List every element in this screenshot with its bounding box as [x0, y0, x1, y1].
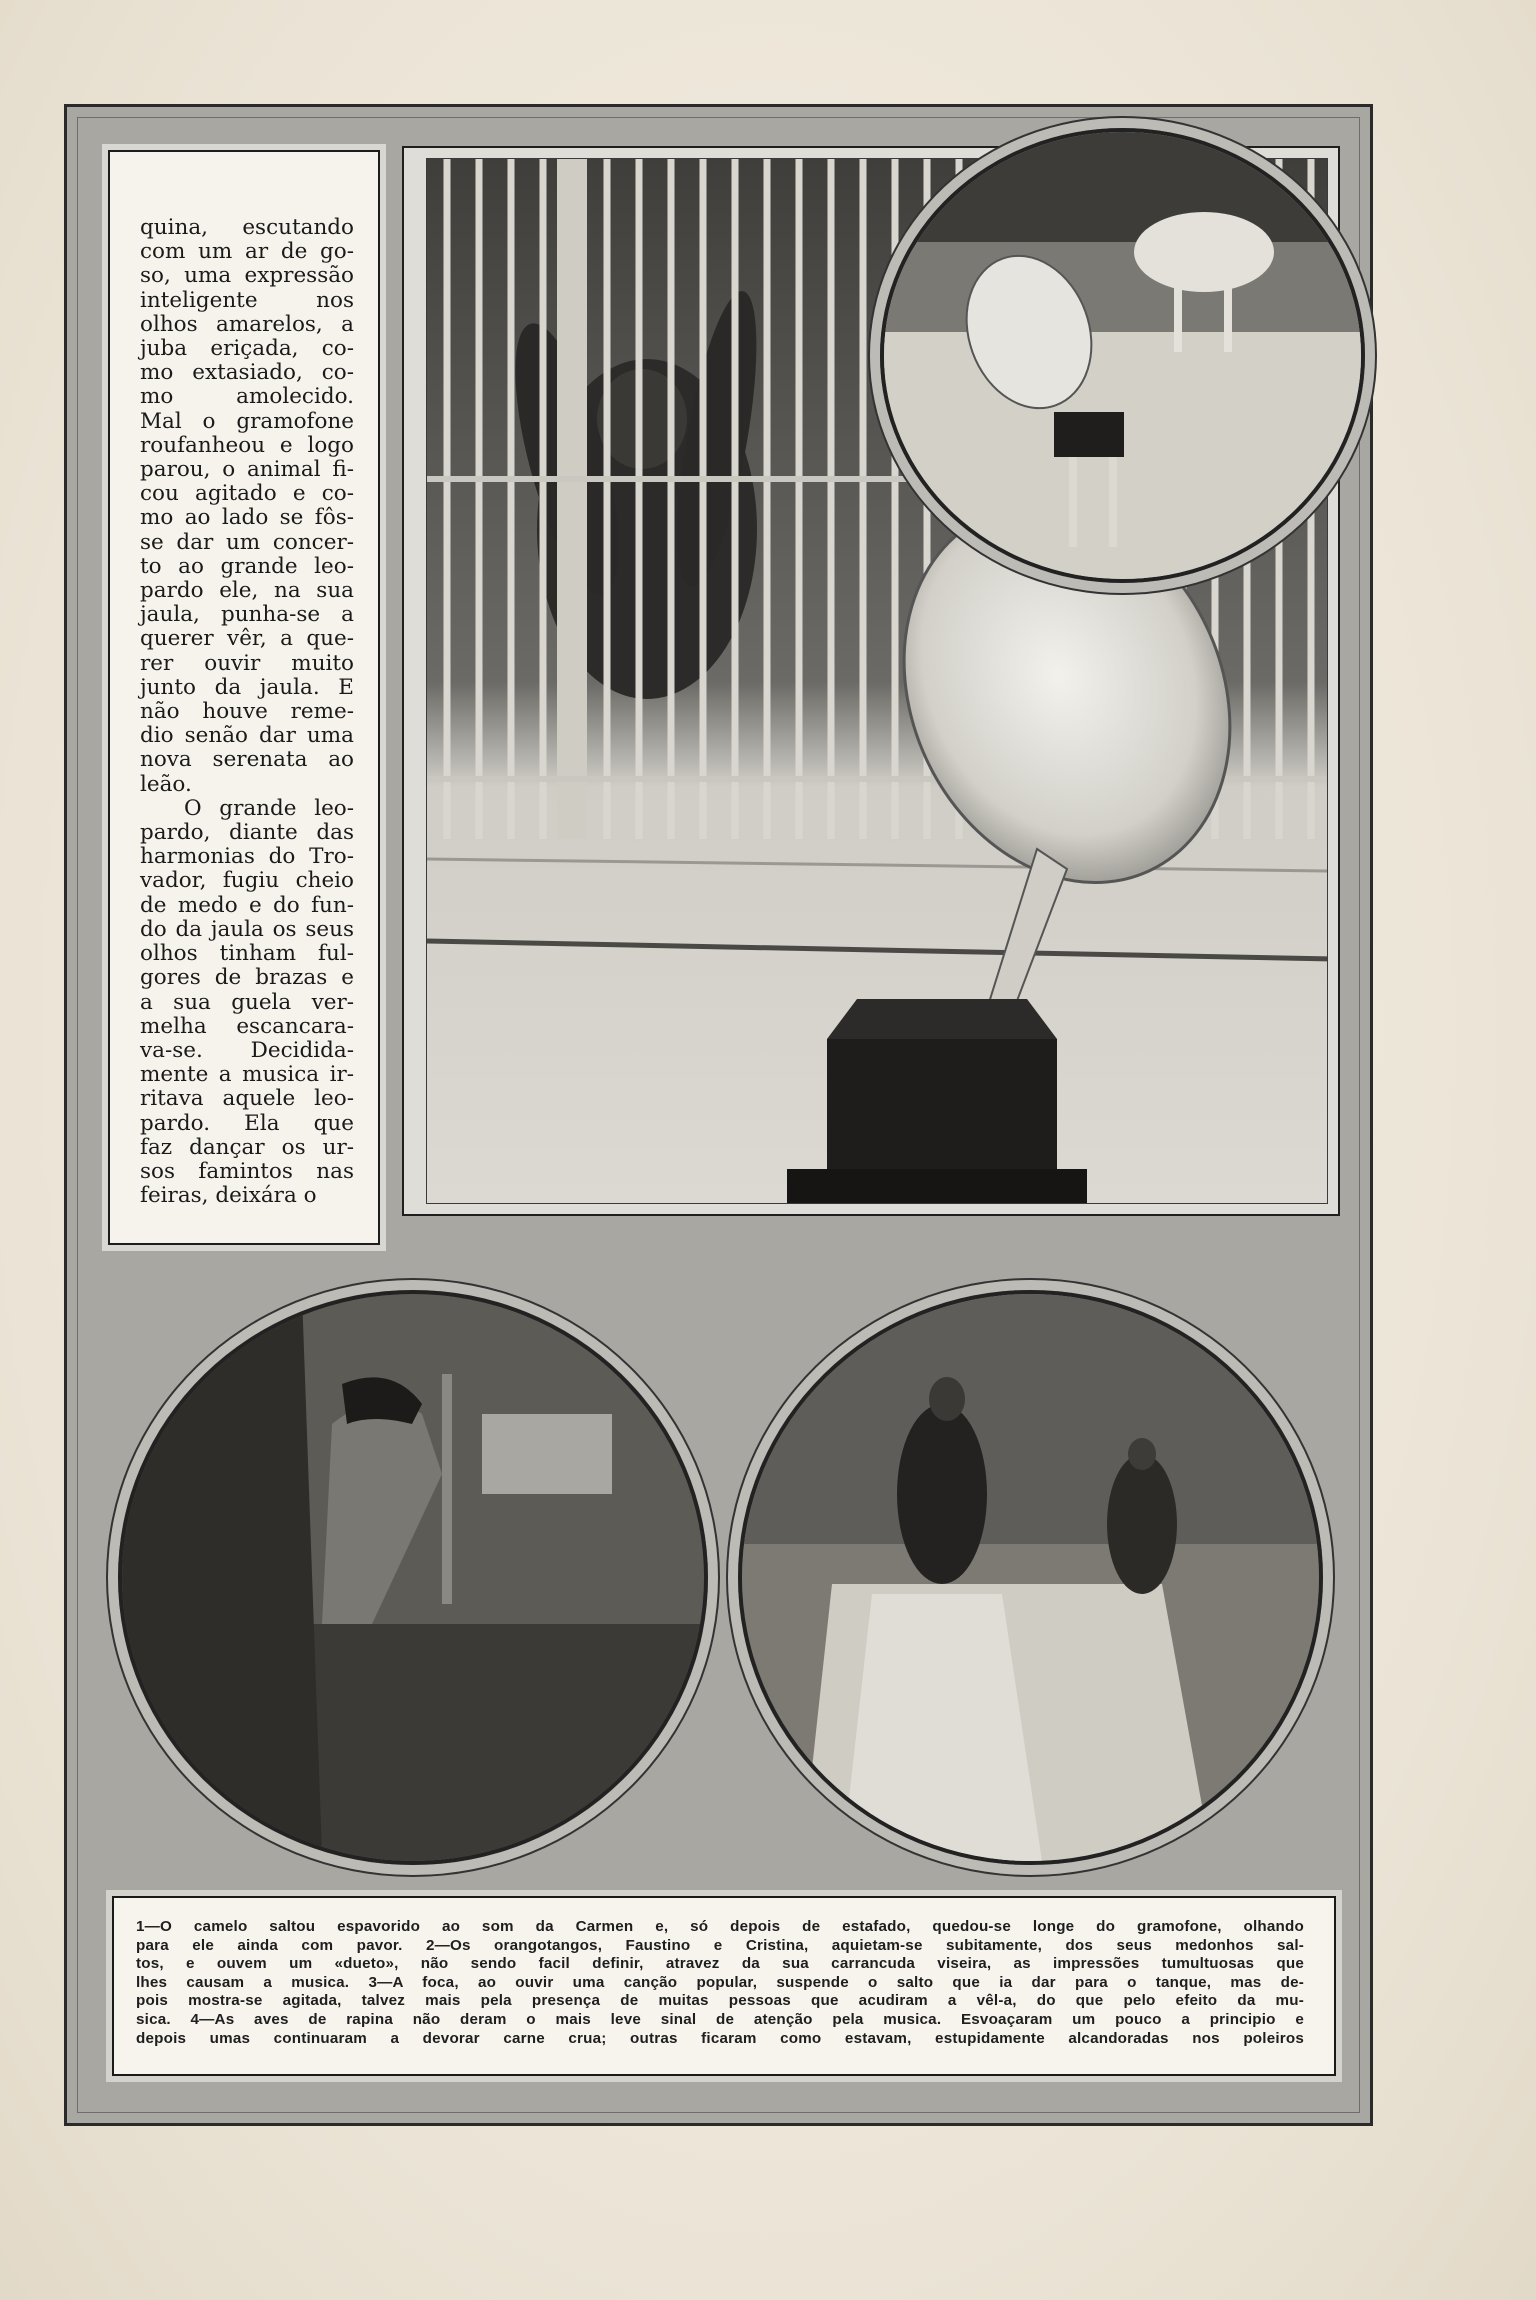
seal-scene: [122, 1294, 704, 1861]
article-paragraph: [110, 152, 378, 1208]
article-line: Mal o gramofone: [140, 408, 354, 434]
vultures-scene: [742, 1294, 1319, 1861]
article-line: parou, o animal fi-: [140, 457, 354, 483]
article-line: mente a musica ir-: [140, 1062, 354, 1088]
article-line: de medo e do fun-: [140, 892, 354, 918]
article-line: jaula, punha-se a: [140, 602, 354, 628]
article-line: juba eriçada, co-: [140, 336, 354, 362]
caption-line: lhes causam a musica. 3—A foca, ao ouvir uma canção popular, suspende o salto que ia dar para o tanque, mas de-: [136, 1973, 1304, 1991]
caption-line: depois umas continuaram a devorar carne crua; outras ficaram como estavam, estupidamente alcandoradas nos poleiros: [136, 2029, 1304, 2047]
vultures-photo: [738, 1290, 1323, 1865]
article-line: olhos tinham ful-: [140, 941, 354, 967]
photo-caption: [114, 1898, 1334, 2048]
article-line: gores de brazas e: [140, 965, 354, 991]
article-line: nova serenata ao: [140, 747, 354, 773]
article-line: se dar um concer-: [140, 529, 354, 555]
article-line: a sua guela ver-: [140, 989, 354, 1015]
article-line: mo amolecido.: [140, 384, 354, 410]
article-line: melha escancara-: [140, 1013, 354, 1039]
article-line: O grande leo-: [184, 795, 354, 821]
article-line: do da jaula os seus: [140, 916, 354, 942]
article-line: sos famintos nas: [140, 1158, 354, 1184]
article-line: quina, escutando: [140, 215, 354, 240]
article-line: não houve reme-: [140, 699, 354, 725]
article-line: dio senão dar uma: [140, 723, 354, 749]
seal-photo: [118, 1290, 708, 1865]
article-line: mo extasiado, co-: [140, 360, 354, 386]
article-line: querer vêr, a que-: [140, 626, 354, 652]
article-line: pardo, diante das: [140, 820, 354, 846]
article-line: harmonias do Tro-: [140, 844, 354, 870]
caption-line: 1—O camelo saltou espavorido ao som da Carmen e, só depois de estafado, quedou-se longe do gramofone, olhando: [136, 1918, 1304, 1935]
article-line: leão.: [140, 771, 192, 797]
caption-line: tos, e ouvem um «dueto», não sendo facil definir, atravez da sua carrancuda viseira, as impressões tumultuosas que: [136, 1955, 1304, 1973]
article-line: roufanheou e logo: [140, 432, 354, 458]
article-line: va-se. Decidida-: [140, 1037, 354, 1063]
article-line: junto da jaula. E: [140, 674, 354, 700]
caption-line: pois mostra-se agitada, talvez mais pela presença de muitas pessoas que acudiram a vêl-a, do que pelo efeito da mu-: [136, 1992, 1304, 2010]
caption-line: sica. 4—As aves de rapina não deram o mais leve sinal de atenção pela musica. Esvoaçaram um pouco a principio e: [136, 2010, 1304, 2028]
camel-scene: [884, 132, 1361, 579]
article-line: feiras, deixára o: [140, 1183, 317, 1209]
article-line: ritava aquele leo-: [140, 1086, 354, 1112]
article-line: to ao grande leo-: [140, 553, 354, 579]
article-line: com um ar de go-: [140, 239, 354, 265]
article-line: mo ao lado se fôs-: [140, 505, 354, 531]
article-line: pardo ele, na sua: [140, 578, 354, 604]
article-line: rer ouvir muito: [140, 650, 354, 676]
article-line: inteligente nos: [140, 287, 354, 313]
article-line: pardo. Ela que: [140, 1110, 354, 1136]
camel-inset-photo: [880, 128, 1365, 583]
article-line: cou agitado e co-: [140, 481, 354, 507]
article-line: faz dançar os ur-: [140, 1134, 354, 1160]
article-line: vador, fugiu cheio: [140, 868, 354, 894]
caption-line: para ele ainda com pavor. 2—Os orangotangos, Faustino e Cristina, aquietam-se subitamente, dos seus medonhos sal-: [136, 1936, 1304, 1954]
photo-caption-box: [112, 1896, 1336, 2076]
article-text-column: [108, 150, 380, 1245]
article-line: olhos amarelos, a: [140, 311, 354, 337]
article-line: so, uma expressão: [140, 263, 354, 289]
